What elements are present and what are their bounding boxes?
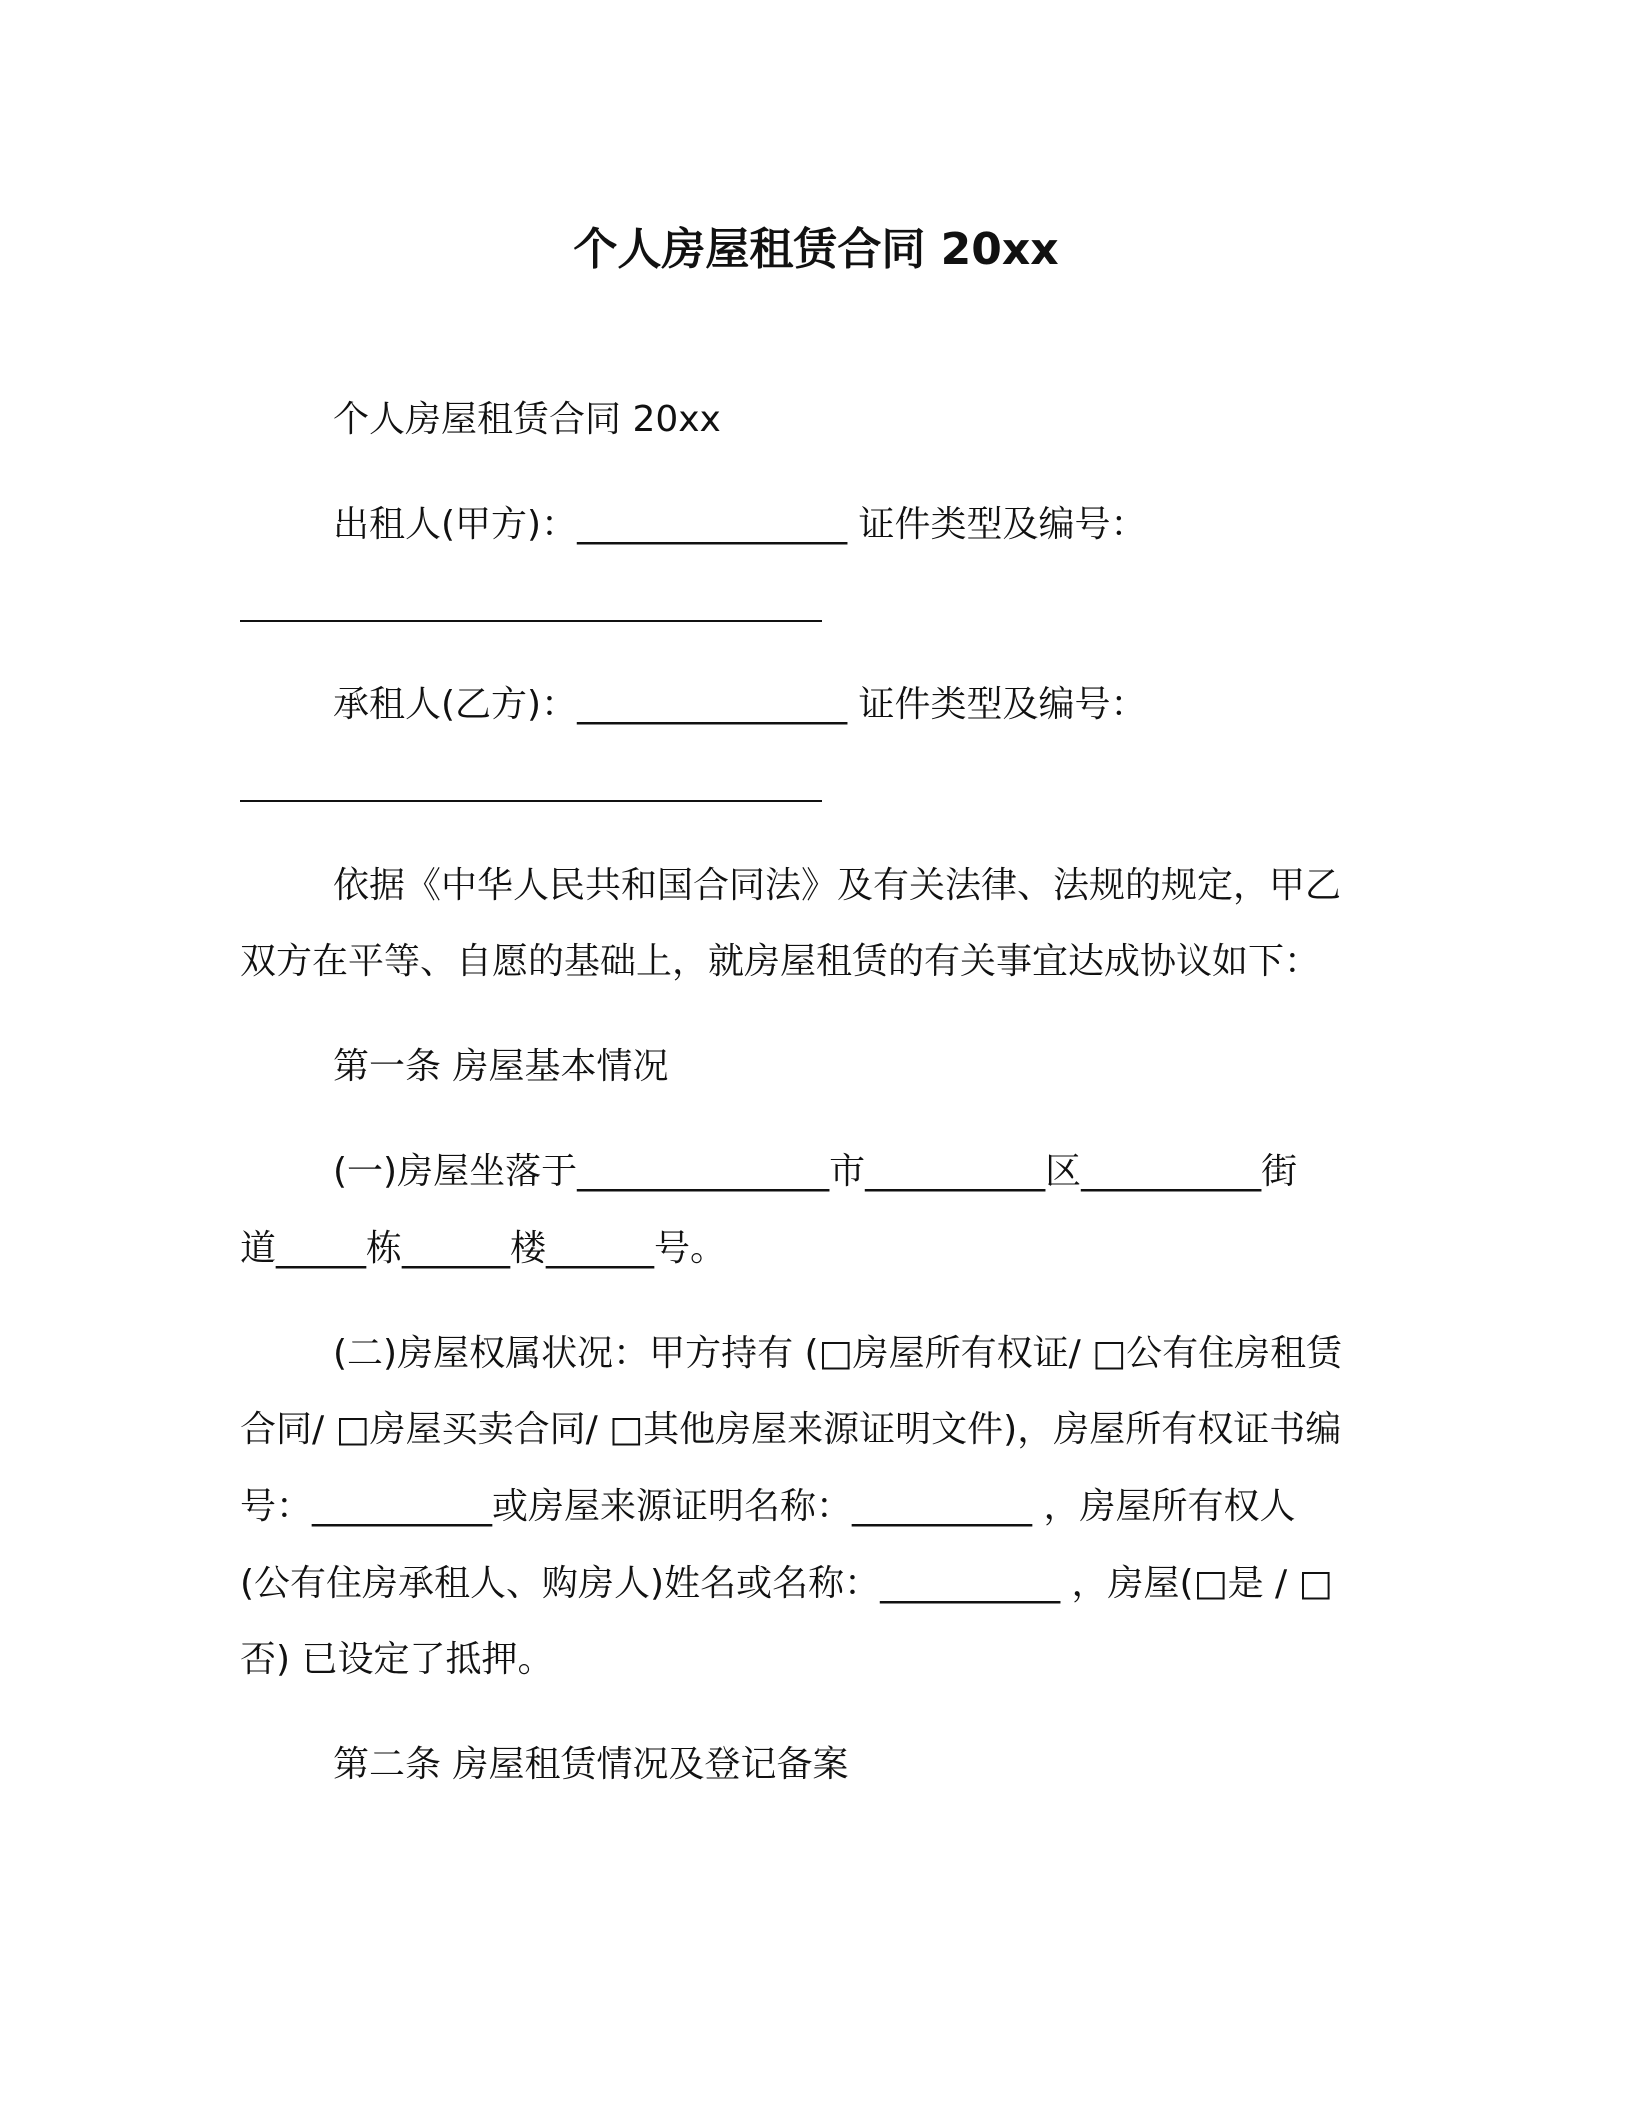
clause2-line-1: (二)房屋权属状况：甲方持有 (□房屋所有权证/ □公有住房租赁 [333, 1333, 1343, 1374]
preamble-line-2: 双方在平等、自愿的基础上，就房屋租赁的有关事宜达成协议如下： [240, 941, 1321, 982]
preamble-line-1: 依据《中华人民共和国合同法》及有关法律、法规的规定，甲乙 [333, 865, 1342, 906]
clause1-line-2: 道_____栋______楼______号。 [240, 1228, 727, 1269]
lessee-id-blank [240, 800, 822, 802]
clause2-line-2: 合同/ □房屋买卖合同/ □其他房屋来源证明文件)，房屋所有权证书编 [240, 1409, 1342, 1450]
document-title: 个人房屋租赁合同 20xx [573, 224, 1059, 275]
lessee-line: 承租人(乙方)：_______________ 证件类型及编号： [333, 684, 1147, 725]
clause2-line-5: 否) 已设定了抵押。 [240, 1639, 554, 1680]
lessor-line: 出租人(甲方)：_______________ 证件类型及编号： [333, 504, 1147, 545]
article1-heading: 第一条 房屋基本情况 [333, 1046, 669, 1087]
article2-heading: 第二条 房屋租赁情况及登记备案 [333, 1744, 849, 1785]
clause1-line-1: (一)房屋坐落于______________市__________区__________街 [333, 1151, 1298, 1192]
lessor-id-blank [240, 620, 822, 622]
clause2-line-3: 号：__________或房屋来源证明名称：__________ ，房屋所有权人 [240, 1486, 1296, 1527]
clause2-line-4: (公有住房承租人、购房人)姓名或名称：__________ ，房屋(□是 / □ [240, 1563, 1333, 1604]
document-subtitle: 个人房屋租赁合同 20xx [333, 399, 721, 440]
